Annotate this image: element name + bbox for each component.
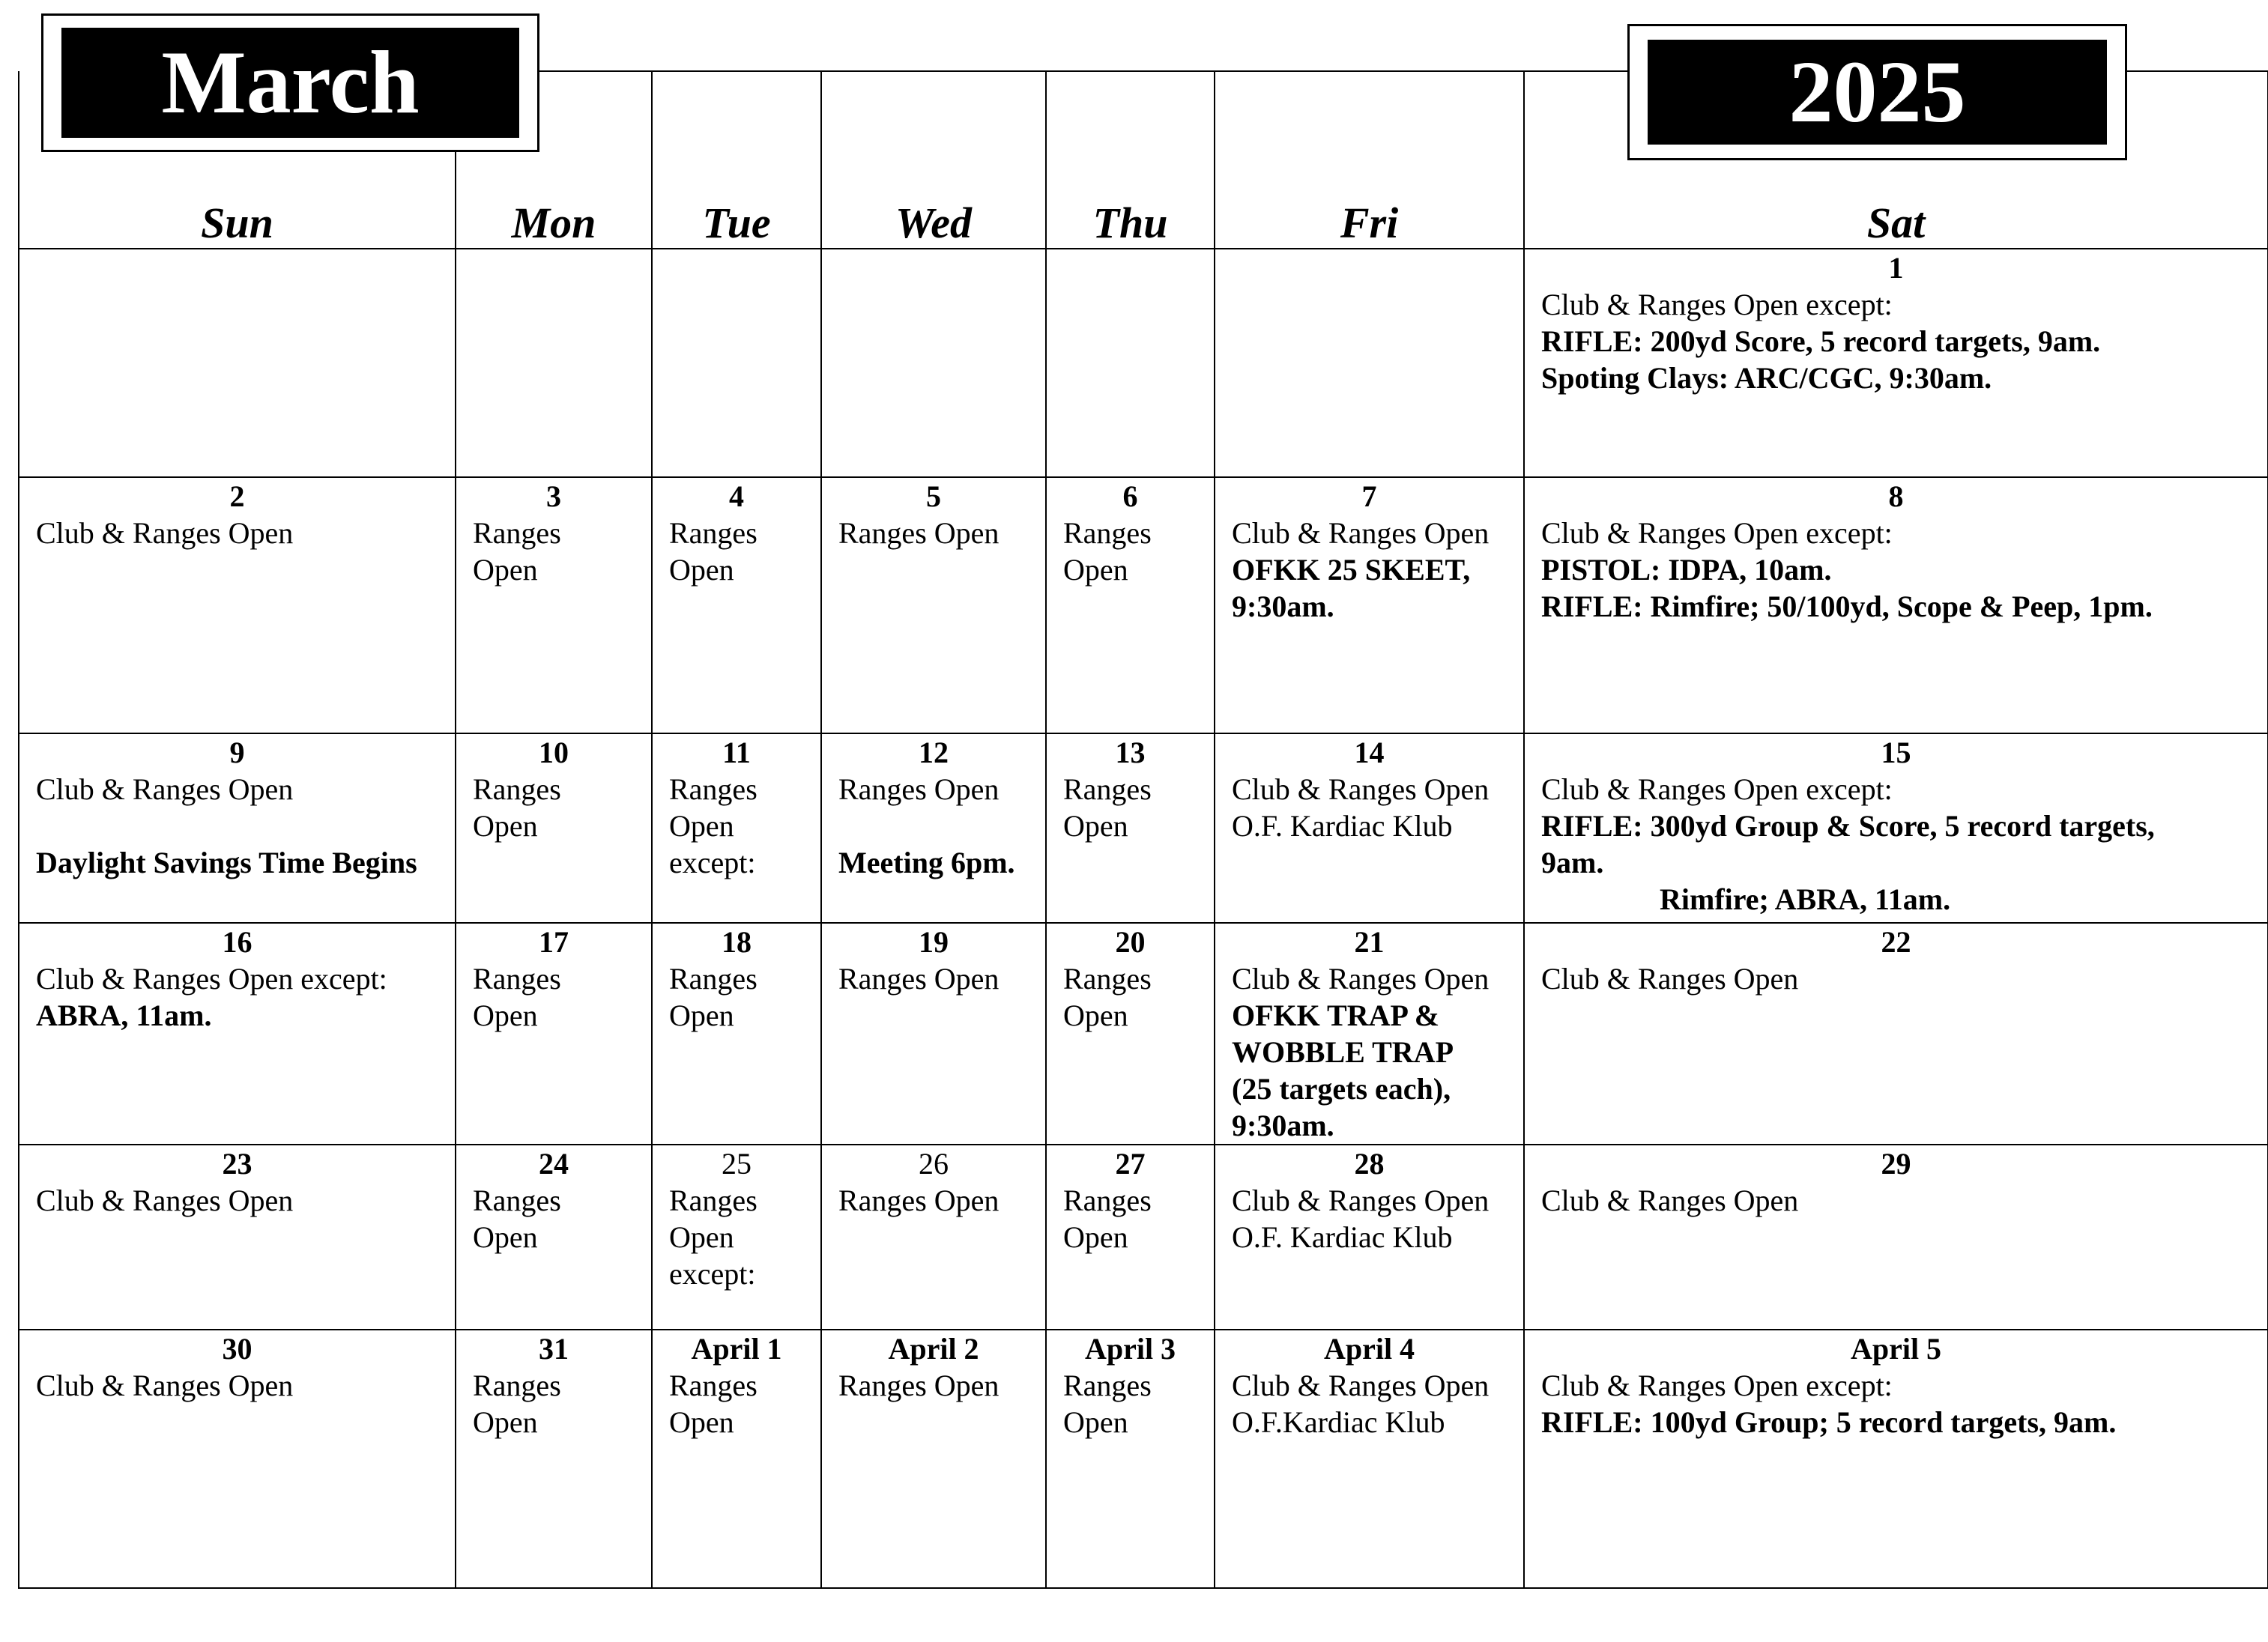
day-cell-thu [1046, 1330, 1215, 1588]
day-cell-mon [456, 477, 652, 733]
day-number: 17 [539, 925, 569, 959]
status-text: Ranges [669, 1184, 757, 1217]
day-cell-mon [456, 923, 652, 1145]
day-cell-sat [1524, 477, 2268, 733]
day-number: 5 [926, 479, 941, 513]
week-row [19, 477, 2268, 733]
month-title-box [41, 13, 539, 152]
day-cell-tue [652, 1145, 821, 1330]
day-cell-tue [652, 923, 821, 1145]
status-text: Open [473, 1220, 538, 1254]
event-text: RIFLE: 200yd Score, 5 record targets, 9am. [1541, 324, 2101, 358]
event-text: 9:30am. [1232, 1109, 1334, 1142]
day-number: 18 [722, 925, 752, 959]
weekday-wed: Wed [821, 71, 1046, 249]
day-cell-fri [1215, 249, 1524, 477]
status-text: Club & Ranges Open [1541, 962, 1799, 996]
day-cell-sat [1524, 923, 2268, 1145]
week-row [19, 923, 2268, 1145]
day-number: 25 [722, 1147, 752, 1181]
status-text [36, 808, 455, 844]
status-text: Open [473, 553, 538, 587]
day-cell-sun [19, 477, 456, 733]
day-number: 3 [546, 479, 561, 513]
day-cell-wed [821, 1330, 1046, 1588]
day-number: 28 [1354, 1147, 1385, 1181]
week-row [19, 733, 2268, 923]
status-text: Ranges [669, 772, 757, 806]
day-cell-sun [19, 249, 456, 477]
day-cell-fri [1215, 1330, 1524, 1588]
day-number: April 4 [1323, 1332, 1415, 1366]
day-number: 27 [1115, 1147, 1146, 1181]
day-cell-mon [456, 249, 652, 477]
status-text: Open [669, 553, 734, 587]
day-number: April 1 [691, 1332, 782, 1366]
week-row [19, 249, 2268, 477]
status-text: Open [473, 809, 538, 843]
event-text: PISTOL: IDPA, 10am. [1541, 553, 1832, 587]
status-text: Club & Ranges Open [36, 772, 294, 806]
status-text: Ranges [1063, 1369, 1152, 1402]
day-number: 16 [222, 925, 252, 959]
day-number: 21 [1354, 925, 1385, 959]
day-cell-wed [821, 733, 1046, 923]
day-cell-thu [1046, 1145, 1215, 1330]
day-cell-sun [19, 923, 456, 1145]
event-text: Meeting 6pm. [838, 846, 1015, 879]
day-number: 15 [1881, 736, 1911, 769]
status-text: Club & Ranges Open except: [1541, 516, 1893, 550]
day-number: 24 [539, 1147, 569, 1181]
status-text: Open [1063, 999, 1128, 1032]
calendar-grid [18, 70, 2268, 1589]
day-cell-tue [652, 1330, 821, 1588]
year-title-box [1627, 24, 2127, 160]
event-text: Spoting Clays: ARC/CGC, 9:30am. [1541, 361, 1992, 395]
day-cell-fri [1215, 733, 1524, 923]
day-cell-fri [1215, 477, 1524, 733]
day-number: April 3 [1084, 1332, 1176, 1366]
event-text: RIFLE: 300yd Group & Score, 5 record targets, [1541, 809, 2155, 843]
event-text: (25 targets each), [1232, 1072, 1451, 1106]
status-text: Ranges [1063, 516, 1152, 550]
status-text: except: [669, 1257, 756, 1291]
day-number: 19 [919, 925, 949, 959]
status-text: except: [669, 846, 756, 879]
day-number: 23 [222, 1147, 252, 1181]
week-row [19, 1330, 2268, 1588]
status-text: Club & Ranges Open [1232, 772, 1490, 806]
month-title: March [61, 28, 519, 138]
event-text: 9:30am. [1232, 590, 1334, 623]
status-text: Club & Ranges Open except: [1541, 772, 1893, 806]
status-text: Ranges Open [838, 962, 1000, 996]
status-text: Club & Ranges Open except: [1541, 288, 1893, 321]
day-cell-thu [1046, 733, 1215, 923]
day-cell-wed [821, 923, 1046, 1145]
weekday-sat: Sat [1524, 71, 2268, 249]
day-cell-tue [652, 733, 821, 923]
day-number: 9 [229, 736, 245, 769]
status-text: Open [669, 1405, 734, 1439]
year-title: 2025 [1648, 40, 2107, 145]
day-cell-fri [1215, 1145, 1524, 1330]
day-cell-mon [456, 1145, 652, 1330]
status-text: Open [473, 999, 538, 1032]
event-text: RIFLE: 100yd Group; 5 record targets, 9am. [1541, 1405, 2117, 1439]
day-number: 22 [1881, 925, 1911, 959]
status-text: Ranges Open [838, 772, 1000, 806]
day-cell-sat [1524, 249, 2268, 477]
event-text: WOBBLE TRAP [1232, 1035, 1454, 1069]
day-cell-mon [456, 1330, 652, 1588]
status-text: Ranges [473, 516, 561, 550]
event-text: 9am. [1541, 846, 1604, 879]
day-number: April 2 [888, 1332, 979, 1366]
event-text: OFKK 25 SKEET, [1232, 553, 1471, 587]
day-cell-sat [1524, 1330, 2268, 1588]
day-cell-thu [1046, 477, 1215, 733]
day-number: 4 [729, 479, 744, 513]
day-number: 2 [229, 479, 245, 513]
day-cell-thu [1046, 923, 1215, 1145]
status-text: Club & Ranges Open [1541, 1184, 1799, 1217]
event-text: RIFLE: Rimfire; 50/100yd, Scope & Peep, 1pm. [1541, 590, 2153, 623]
day-number: 7 [1361, 479, 1377, 513]
status-text: Ranges Open [838, 516, 1000, 550]
status-text: O.F. Kardiac Klub [1232, 1220, 1453, 1254]
status-text: Ranges [669, 1369, 757, 1402]
day-cell-tue [652, 249, 821, 477]
status-text: Open [669, 999, 734, 1032]
day-number: 6 [1122, 479, 1138, 513]
status-text: O.F.Kardiac Klub [1232, 1405, 1445, 1439]
status-text: Ranges Open [838, 1184, 1000, 1217]
day-cell-wed [821, 249, 1046, 477]
status-text: Club & Ranges Open [1232, 1369, 1490, 1402]
day-number: April 5 [1850, 1332, 1942, 1366]
status-text: Open [473, 1405, 538, 1439]
day-number: 13 [1115, 736, 1146, 769]
day-cell-mon [456, 733, 652, 923]
status-text: O.F. Kardiac Klub [1232, 809, 1453, 843]
status-text: Ranges Open [838, 1369, 1000, 1402]
day-cell-sun [19, 1145, 456, 1330]
status-text: Ranges [473, 772, 561, 806]
status-text: Club & Ranges Open [1232, 516, 1490, 550]
day-cell-thu [1046, 249, 1215, 477]
status-text: Open [1063, 809, 1128, 843]
event-text: ABRA, 11am. [36, 999, 212, 1032]
day-number: 26 [919, 1147, 949, 1181]
calendar-body [19, 71, 2268, 1588]
status-text: Club & Ranges Open except: [36, 962, 387, 996]
day-cell-sat [1524, 1145, 2268, 1330]
day-cell-wed [821, 1145, 1046, 1330]
day-cell-sat [1524, 733, 2268, 923]
day-cell-sun [19, 733, 456, 923]
status-text: Ranges [669, 516, 757, 550]
status-text: Ranges [473, 962, 561, 996]
day-number: 8 [1888, 479, 1904, 513]
day-number: 29 [1881, 1147, 1911, 1181]
status-text: Club & Ranges Open [36, 1369, 294, 1402]
status-text: Open [1063, 553, 1128, 587]
day-number: 30 [222, 1332, 252, 1366]
status-text: Ranges [1063, 962, 1152, 996]
day-number: 14 [1354, 736, 1385, 769]
day-number: 31 [539, 1332, 569, 1366]
status-text: Ranges [1063, 1184, 1152, 1217]
status-text: Open [1063, 1405, 1128, 1439]
day-cell-wed [821, 477, 1046, 733]
day-number: 11 [722, 736, 751, 769]
day-number: 20 [1115, 925, 1146, 959]
status-text: Open [669, 809, 734, 843]
status-text: Club & Ranges Open [36, 1184, 294, 1217]
status-text: Ranges [473, 1184, 561, 1217]
weekday-mon: Mon [456, 71, 652, 249]
status-text: Open [1063, 1220, 1128, 1254]
weekday-thu: Thu [1046, 71, 1215, 249]
event-text: Rimfire; ABRA, 11am. [1660, 882, 1951, 916]
weekday-tue: Tue [652, 71, 821, 249]
weekday-fri: Fri [1215, 71, 1524, 249]
status-text: Ranges [473, 1369, 561, 1402]
event-text: OFKK TRAP & [1232, 999, 1440, 1032]
status-text: Ranges [669, 962, 757, 996]
week-row [19, 1145, 2268, 1330]
day-number: 1 [1888, 251, 1904, 285]
status-text: Club & Ranges Open except: [1541, 1369, 1893, 1402]
status-text: Open [669, 1220, 734, 1254]
weekday-sun: Sun [19, 71, 456, 249]
status-text: Club & Ranges Open [1232, 1184, 1490, 1217]
status-text: Club & Ranges Open [1232, 962, 1490, 996]
day-cell-fri [1215, 923, 1524, 1145]
status-text: Ranges [1063, 772, 1152, 806]
day-number: 12 [919, 736, 949, 769]
day-number: 10 [539, 736, 569, 769]
status-text: Club & Ranges Open [36, 516, 294, 550]
day-cell-sun [19, 1330, 456, 1588]
status-text [838, 808, 1045, 844]
event-text: Daylight Savings Time Begins [36, 846, 417, 879]
day-cell-tue [652, 477, 821, 733]
